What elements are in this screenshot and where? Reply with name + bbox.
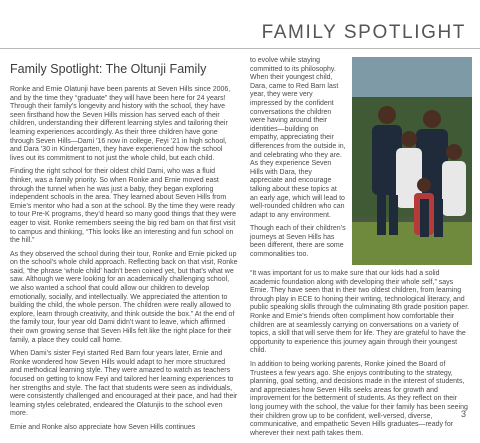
- person-head: [417, 178, 431, 192]
- person-body: [442, 161, 466, 216]
- paragraph: Though each of their children’s journeys at Seven Hills has been different, there are some commonalities too.: [250, 225, 346, 259]
- article-title: Family Spotlight: The Oltunji Family: [10, 62, 207, 76]
- paragraph: When Dami’s sister Feyi started Red Barn four years later, Ernie and Ronke wondered how Seven Hills would adapt to her more structured and methodical learning style. They were amazed to watch as teachers focused on getting to know Feyi and tailored her learning experiences to her strengths and style. The fact that students were seen as individuals, were consistently challenged and encouraged at their pace, and had their learning styles celebrated, endeared the Olatunjis to the school even more.: [10, 350, 238, 418]
- paragraph: to evolve while staying committed to its philosophy. When their youngest child, Dara, came to Red Barn last year, they were very impressed by the confident conversations the children were having around their identities—building on empathy, appreciating their differences from the outside in, and celebrating who they are. As they experience Seven Hills with Dara, they appreciate and encourage talking about these topics at an early age, which will lead to well-rounded children who can adapt to any environment.: [250, 57, 346, 219]
- person-legs: [420, 199, 429, 237]
- person-legs: [389, 195, 398, 235]
- section-title: FAMILY SPOTLIGHT: [261, 22, 466, 43]
- photo-grass: [352, 222, 472, 265]
- family-photo: [352, 57, 472, 265]
- header-divider: [0, 48, 480, 49]
- family-photo-illustration: [352, 57, 472, 265]
- article-left-column: [10, 86, 238, 438]
- paragraph: Finding the right school for their oldest child Dami, who was a fluid thinker, was a family priority. So when Ronke and Ernie moved east through the tunnel when he was just a baby, they began exploring independent schools in the area. They learned about Seven Hills from Ernie’s mentor who had a son at the school. By the time they were ready to tour Pre-K programs, they’d heard so many good things that they were eager to visit. Ronke remembers seeing the big red barn on that first visit to campus and thinking, “This looks like an interesting and fun school on the hill.”: [10, 168, 237, 245]
- paragraph: “It was important for us to make sure that our kids had a solid academic foundation along with developing their whole self,” says Ernie. They have seen that in their two oldest children, from learning through play in ECE to honing their writing, technological literacy, and public speaking skills through the culminating 8th grade position paper. Ronke and Ernie’s friends often compliment how comfortable their children are at seamlessly carrying on conversations on a variety of topics, a skill that will serve them for life. They are grateful to have the opportunity to experience this journey again through their youngest child.: [250, 270, 470, 355]
- person-head: [423, 110, 441, 128]
- person-head: [401, 131, 417, 147]
- person-head: [446, 144, 462, 160]
- paragraph: Ernie and Ronke also appreciate how Seven Hills continues: [10, 423, 196, 431]
- paragraph: Ronke and Ernie Olatunji have been parents at Seven Hills since 2006, and by the time they “graduate” they will have been here for 24 years! Through their family’s longevity and history with the school, they have seen firsthand how the Seven Hills mission has served each of their children, understanding their different learning styles and tailoring their learning experiences accordingly. As their three children have gone through Seven Hills—Dami ’16 now in college, Feyi ’21 in high school, and Dara ’30 in Kindergarten, they have experienced how the school lives out its commitment to not just the whole child, but each child.: [10, 86, 231, 162]
- page-number: 3: [460, 409, 466, 419]
- person-head: [378, 106, 396, 124]
- paragraph: In addition to being working parents, Ronke joined the Board of Trustees a few years ago. She enjoys contributing to the strategy, planning, goal setting, and decisions made in the interest of students, and appreciates how Seven Hills seeks areas for growth and improvement for the betterment of students. As they reflect on their long journey with the school, the value for their family has been seeing their children grow up to be confident, well-versed, diverse, communicative, and empathetic Seven Hills graduates—ready for wherever their next path takes them.: [250, 360, 468, 437]
- article-right-column-top: [250, 57, 346, 265]
- person-legs: [434, 199, 443, 237]
- article-right-column-bottom: [250, 270, 470, 443]
- paragraph: As they observed the school during their tour, Ronke and Ernie picked up on the school’s whole child approach. Reflecting back on that visit, Ronke said, “the phrase ‘whole child’ hadn’t been coined yet, but that’s what we saw. Although we were looking for an academically challenging school, we also wanted a school that could allow our children to develop emotionally, socially, and intellectually. We appreciated the attention to building the child, the whole person. The children were really allowed to explore, learn through creativity, and think outside the box.” At the end of the family tour, four year old Dami didn’t want to leave, which affirmed their own growing sense that Seven Hills felt like the right place for their family, a place they could call home.: [10, 250, 238, 344]
- person-legs: [377, 195, 386, 235]
